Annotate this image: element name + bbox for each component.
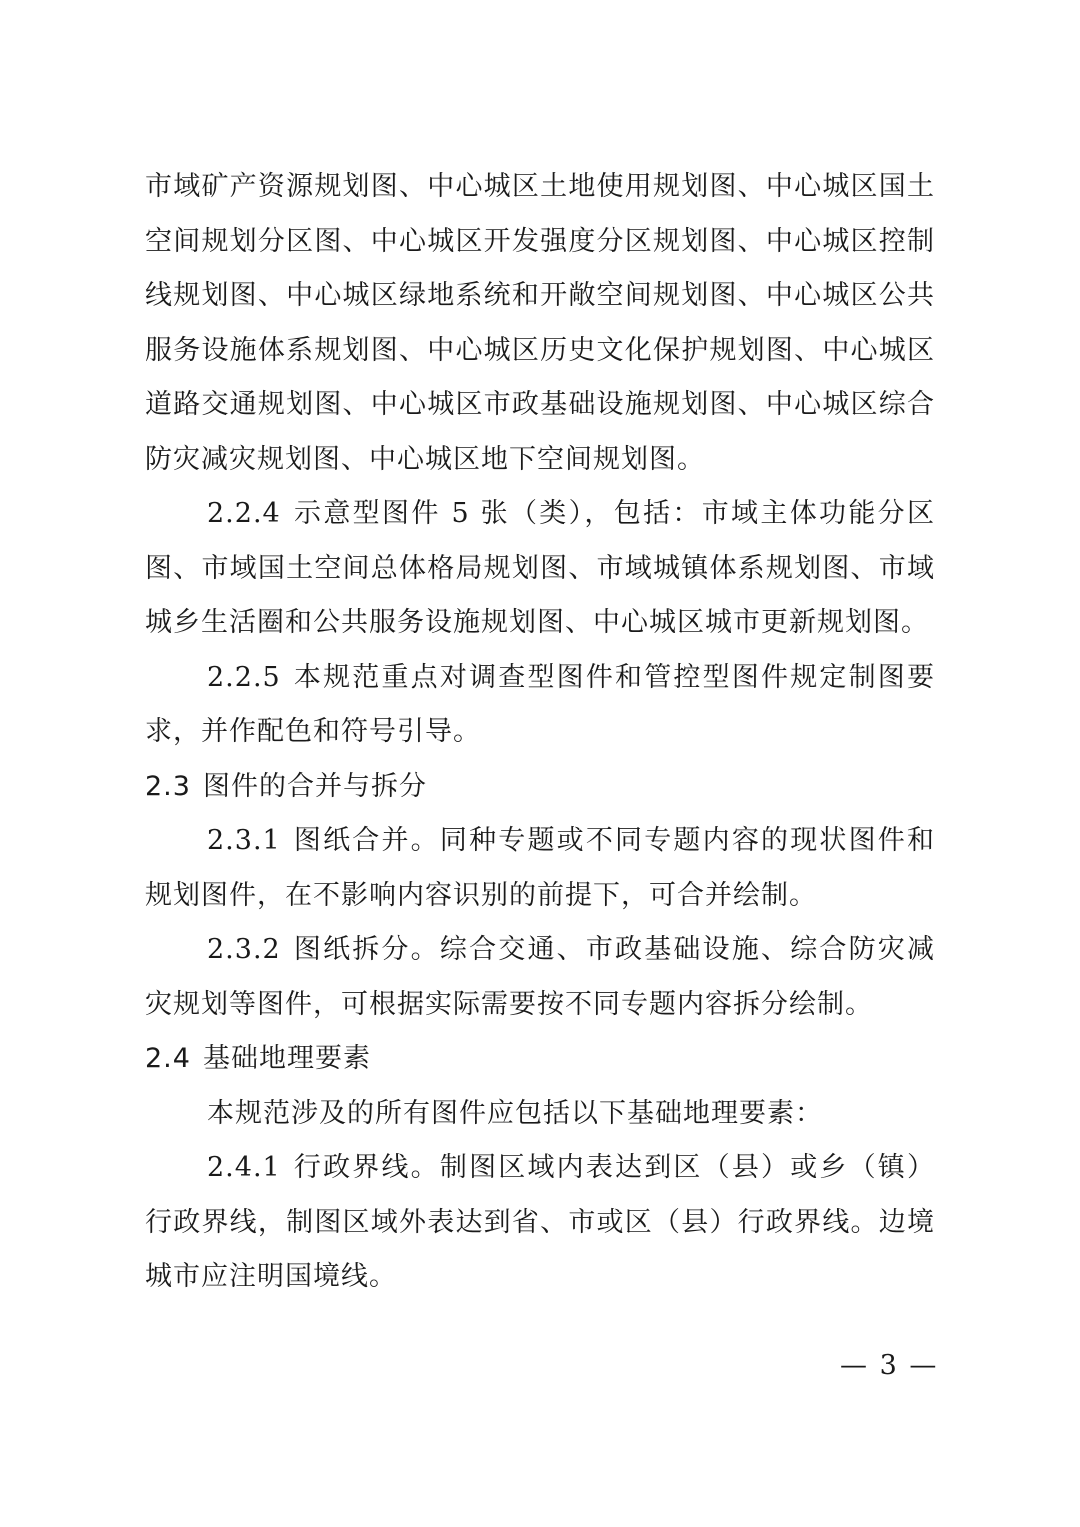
section-heading-2-4: [145, 1032, 935, 1087]
paragraph-intro: 本规范涉及的所有图件应包括以下基础地理要素：: [207, 1097, 823, 1129]
clause-text: 图纸合并。同种专题或不同专题内容的现状图件和规划图件，在不影响内容识别的前提下，可合并绘制。: [145, 825, 935, 911]
paragraph-2-2-5: [145, 651, 935, 760]
paragraph-2-2-4: [145, 487, 935, 651]
paragraph-2-4-1: [145, 1141, 935, 1305]
section-title: 基础地理要素: [202, 1043, 371, 1074]
paragraph-2-3-1: [145, 814, 935, 923]
clause-number: 2.3.2: [207, 934, 281, 965]
clause-text: 示意型图件 5 张（类），包括：市域主体功能分区图、市域国土空间总体格局规划图、市域城镇体系规划图、市域城乡生活圈和公共服务设施规划图、中心城区城市更新规划图。: [145, 498, 935, 638]
clause-text: 图纸拆分。综合交通、市政基础设施、综合防灾减灾规划等图件，可根据实际需要按不同专题内容拆分绘制。: [145, 934, 935, 1020]
clause-number: 2.3.1: [207, 825, 281, 856]
paragraph-2-3-2: [145, 923, 935, 1032]
section-number: 2.4: [145, 1043, 191, 1074]
clause-text: 行政界线。制图区域内表达到区（县）或乡（镇）行政界线，制图区域外表达到省、市或区（县）行政界线。边境城市应注明国境线。: [145, 1152, 935, 1292]
page-number: — 3 —: [840, 1350, 939, 1381]
section-title: 图件的合并与拆分: [202, 770, 427, 802]
paragraph-map-list: 市域矿产资源规划图、中心城区土地使用规划图、中心城区国土空间规划分区图、中心城区开发强度分区规划图、中心城区控制线规划图、中心城区绿地系统和开敞空间规划图、中心城区公共服务设施体系规划图、中心城区历史文化保护规划图、中心城区道路交通规划图、中心城区市政基础设施规划图、中心城区综合防灾减灾规划图、中心城区地下空间规划图。: [145, 171, 935, 475]
clause-number: 2.4.1: [207, 1152, 281, 1183]
section-heading-2-3: [145, 760, 935, 815]
document-body: [145, 160, 935, 1305]
section-number: 2.3: [145, 770, 191, 802]
clause-number: 2.2.5: [207, 661, 281, 693]
clause-text: 本规范重点对调查型图件和管控型图件规定制图要求，并作配色和符号引导。: [145, 661, 935, 747]
clause-number: 2.2.4: [207, 498, 281, 529]
